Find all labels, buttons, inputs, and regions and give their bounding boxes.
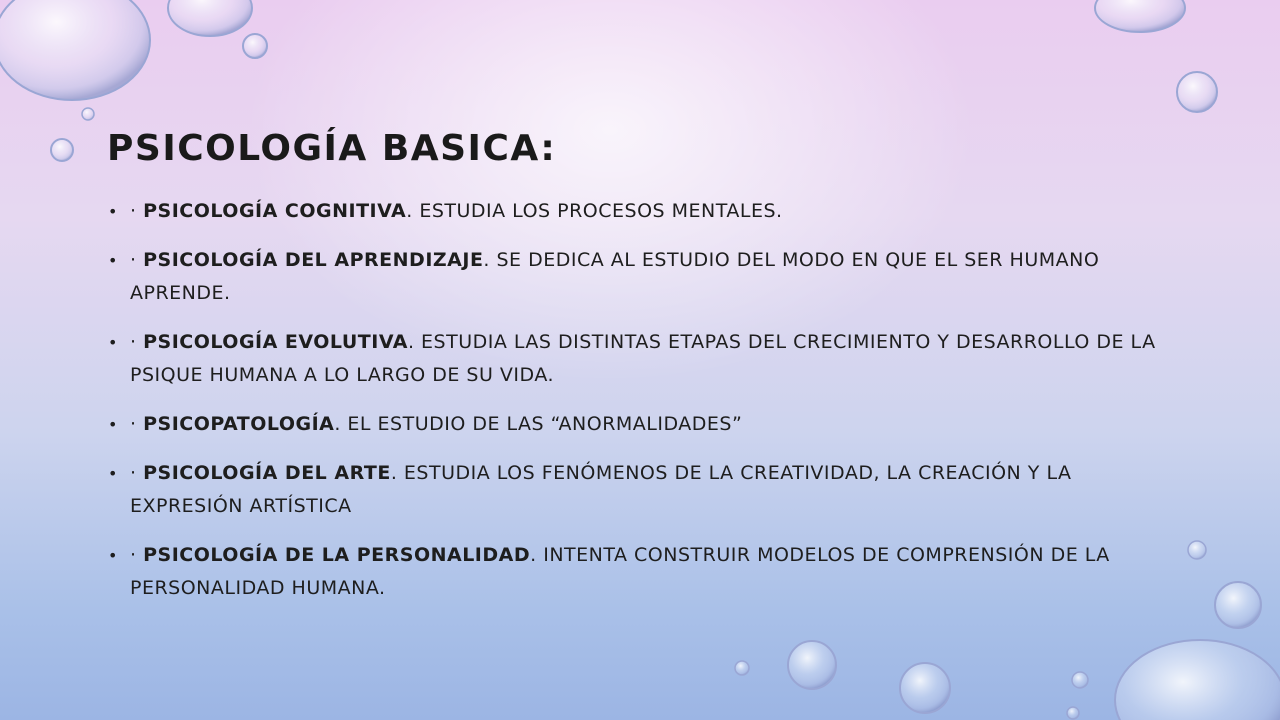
item-description: . ESTUDIA LOS PROCESOS MENTALES. bbox=[406, 200, 783, 222]
bullet-icon: • bbox=[108, 333, 118, 352]
bullet-icon: • bbox=[108, 546, 118, 565]
item-term: PSICOLOGÍA COGNITIVA bbox=[143, 200, 407, 222]
item-term: PSICOPATOLOGÍA bbox=[143, 413, 335, 435]
list-item bbox=[108, 408, 1168, 441]
drops-top-right bbox=[1095, 0, 1217, 112]
item-prefix: · bbox=[130, 544, 144, 566]
item-description: . ESTUDIA LAS DISTINTAS ETAPAS DEL CRECIMIENTO Y DESARROLLO DE LA PSIQUE HUMANA A LO LARGO DE SU VIDA. bbox=[130, 331, 1156, 386]
bullet-icon: • bbox=[108, 415, 118, 434]
item-prefix: · bbox=[130, 200, 144, 222]
bullet-icon: • bbox=[108, 202, 118, 221]
item-prefix: · bbox=[130, 413, 144, 435]
item-description: . SE DEDICA AL ESTUDIO DEL MODO EN QUE EL SER HUMANO APRENDE. bbox=[130, 249, 1100, 304]
list-item bbox=[108, 457, 1168, 523]
item-term: PSICOLOGÍA DE LA PERSONALIDAD bbox=[143, 544, 531, 566]
list-item bbox=[108, 326, 1168, 392]
bullet-icon: • bbox=[108, 251, 118, 270]
item-description: . INTENTA CONSTRUIR MODELOS DE COMPRENSIÓN DE LA PERSONALIDAD HUMANA. bbox=[130, 544, 1110, 599]
item-term: PSICOLOGÍA DEL APRENDIZAJE bbox=[143, 249, 484, 271]
item-prefix: · bbox=[130, 462, 144, 484]
list-item bbox=[108, 539, 1168, 605]
item-prefix: · bbox=[130, 331, 144, 353]
bullet-icon: • bbox=[108, 464, 118, 483]
item-description: . ESTUDIA LOS FENÓMENOS DE LA CREATIVIDAD, LA CREACIÓN Y LA EXPRESIÓN ARTÍSTICA bbox=[130, 462, 1072, 517]
slide-title: PSICOLOGÍA BASICA: bbox=[107, 128, 557, 169]
item-term: PSICOLOGÍA EVOLUTIVA bbox=[143, 331, 408, 353]
item-prefix: · bbox=[130, 249, 144, 271]
bullet-list bbox=[108, 195, 1168, 621]
list-item bbox=[108, 195, 1168, 228]
item-description: . EL ESTUDIO DE LAS “ANORMALIDADES” bbox=[334, 413, 743, 435]
list-item bbox=[108, 244, 1168, 310]
item-term: PSICOLOGÍA DEL ARTE bbox=[143, 462, 391, 484]
